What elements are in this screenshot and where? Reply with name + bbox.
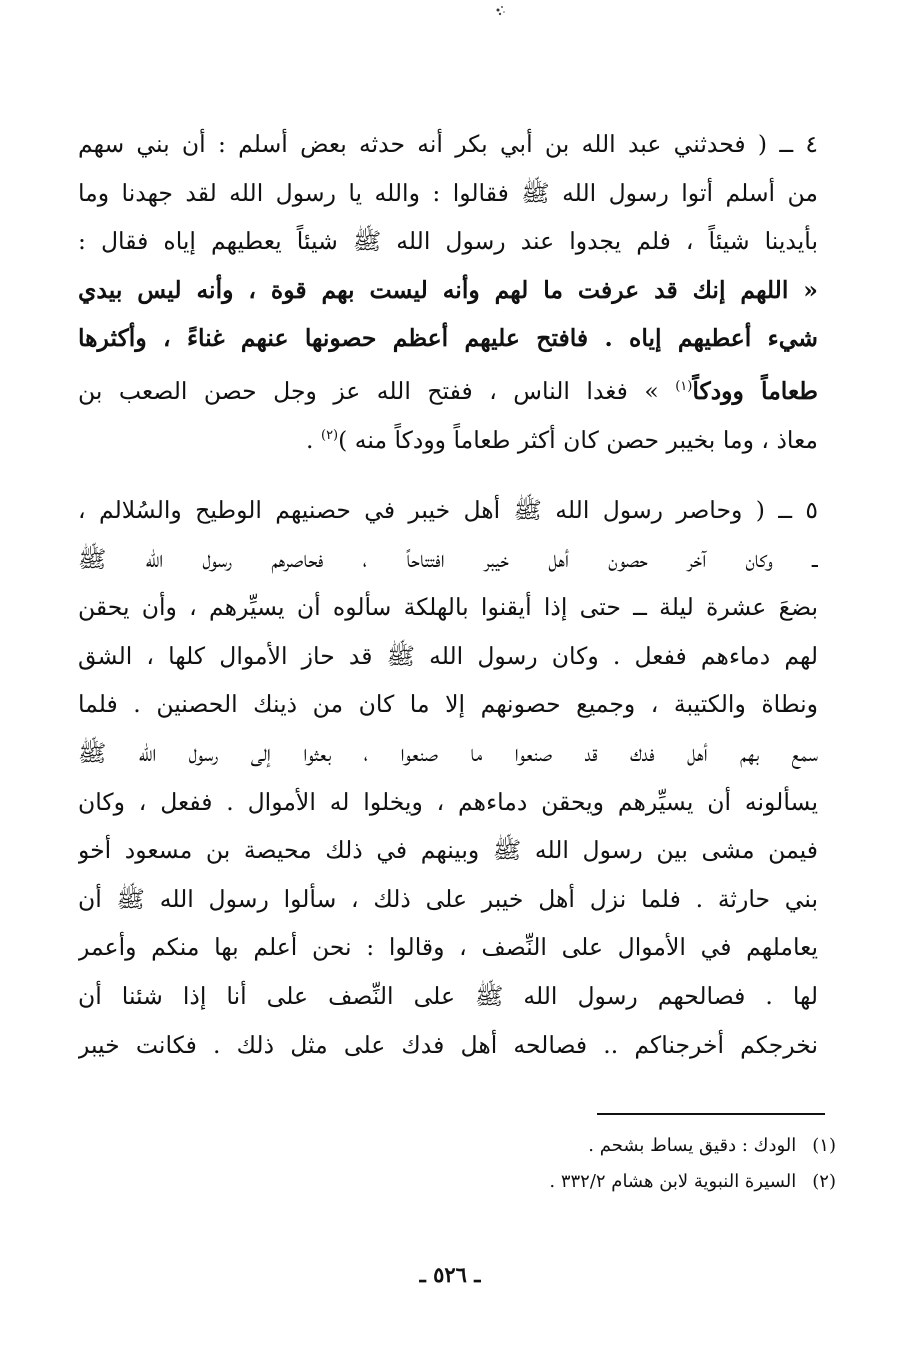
footnote-2-text: السيرة النبوية لابن هشام ٣٣٢/٢ . [549,1171,797,1192]
p5-line-3: بضعَ عشرة ليلة ــ حتى إذا أيقنوا بالهلكة سألوه أن يسيِّرهم ، وأن يحقن [78,593,818,622]
page-number: ـ ٥٢٦ ـ [419,1262,481,1287]
p4-line-6 [78,363,818,412]
p4-line-6-bold: طعاماً وودكاً [692,376,818,405]
p4-line-1: ٤ ــ ( فحدثني عبد الله بن أبي بكر أنه حدثه بعض أسلم : أن بني سهم [78,130,818,158]
footnote-ref-1: (١) [675,378,693,394]
p4-line-7-tail: . [306,425,321,454]
p4-line-2: من أسلم أتوا رسول الله ﷺ فقالوا : والله يا رسول الله لقد جهدنا وما [78,178,818,207]
p4-line-7-text: معاذ ، وما بخيبر حصن كان أكثر طعاماً وودكاً منه ) [338,425,818,454]
p5-line-7: يسألونه أن يسيِّرهم ويحقن دماءهم ، ويخلوا له الأموال . ففعل ، وكان [78,787,818,816]
footnote-1-text: الودك : دقيق يساط بشحم . [588,1135,797,1156]
footnotes [300,1128,836,1200]
p4-line-6-tail: » فغدا الناس ، ففتح الله عز وجل حصن الصعب بن [78,376,676,405]
p5-line-8: فيمن مشى بين رسول الله ﷺ وبينهم في ذلك محيصة بن مسعود أخو [78,836,818,865]
scan-speck [488,2,514,22]
paragraph-5 [78,486,818,1069]
p5-line-11: لها . فصالحهم رسول الله ﷺ على النِّصف على أنا إذا شئنا أن [78,981,818,1010]
p4-line-5: شيء أعطيهم إياه . فافتح عليهم أعظم حصونها عنهم غناءً ، وأكثرها [78,324,818,353]
p4-line-7 [78,412,818,461]
footnote-divider [597,1113,825,1115]
footnote-ref-2: (٢) [320,427,339,443]
p5-line-10: يعاملهم في الأموال على النِّصف ، وقالوا : نحن أعلم بها منكم وأعمر [78,933,818,962]
p5-line-4: لهم دماءهم ففعل . وكان رسول الله ﷺ قد حاز الأموال كلها ، الشق [78,641,818,670]
p5-line-12: نخرجكم أخرجناكم .. فصالحه أهل فدك على مثل ذلك . فكانت خيبر [78,1030,818,1059]
p5-line-1: ٥ ــ ( وحاصر رسول الله ﷺ أهل خيبر في حصنيهم الوطيح والسُلالم ، [78,496,818,524]
footnote-2 [300,1164,836,1200]
footnote-1-number: (١) [812,1135,836,1156]
footnote-1 [300,1128,836,1164]
p5-line-2: ــ وكان آخر حصون أهل خيبر افتتاحاً ، فحاصرهم رسول الله ﷺ [78,544,818,573]
p4-line-3: بأيدينا شيئاً ، فلم يجدوا عند رسول الله ﷺ شيئاً يعطيهم إياه فقال : [78,227,818,256]
p5-line-9: بني حارثة . فلما نزل أهل خيبر على ذلك ، سألوا رسول الله ﷺ أن [78,884,818,913]
p5-line-6: سمع بهم أهل فدك قد صنعوا ما صنعوا ، بعثوا إلى رسول الله ﷺ [78,738,818,767]
p4-line-4: « اللهم إنك قد عرفت ما لهم وأنه ليست بهم قوة ، وأنه ليس بيدي [78,275,818,304]
p5-line-5: ونطاة والكتيبة ، وجميع حصونهم إلا ما كان من ذينك الحصنين . فلما [78,690,818,719]
paragraph-4 [78,120,818,460]
footnote-2-number: (٢) [812,1171,836,1192]
